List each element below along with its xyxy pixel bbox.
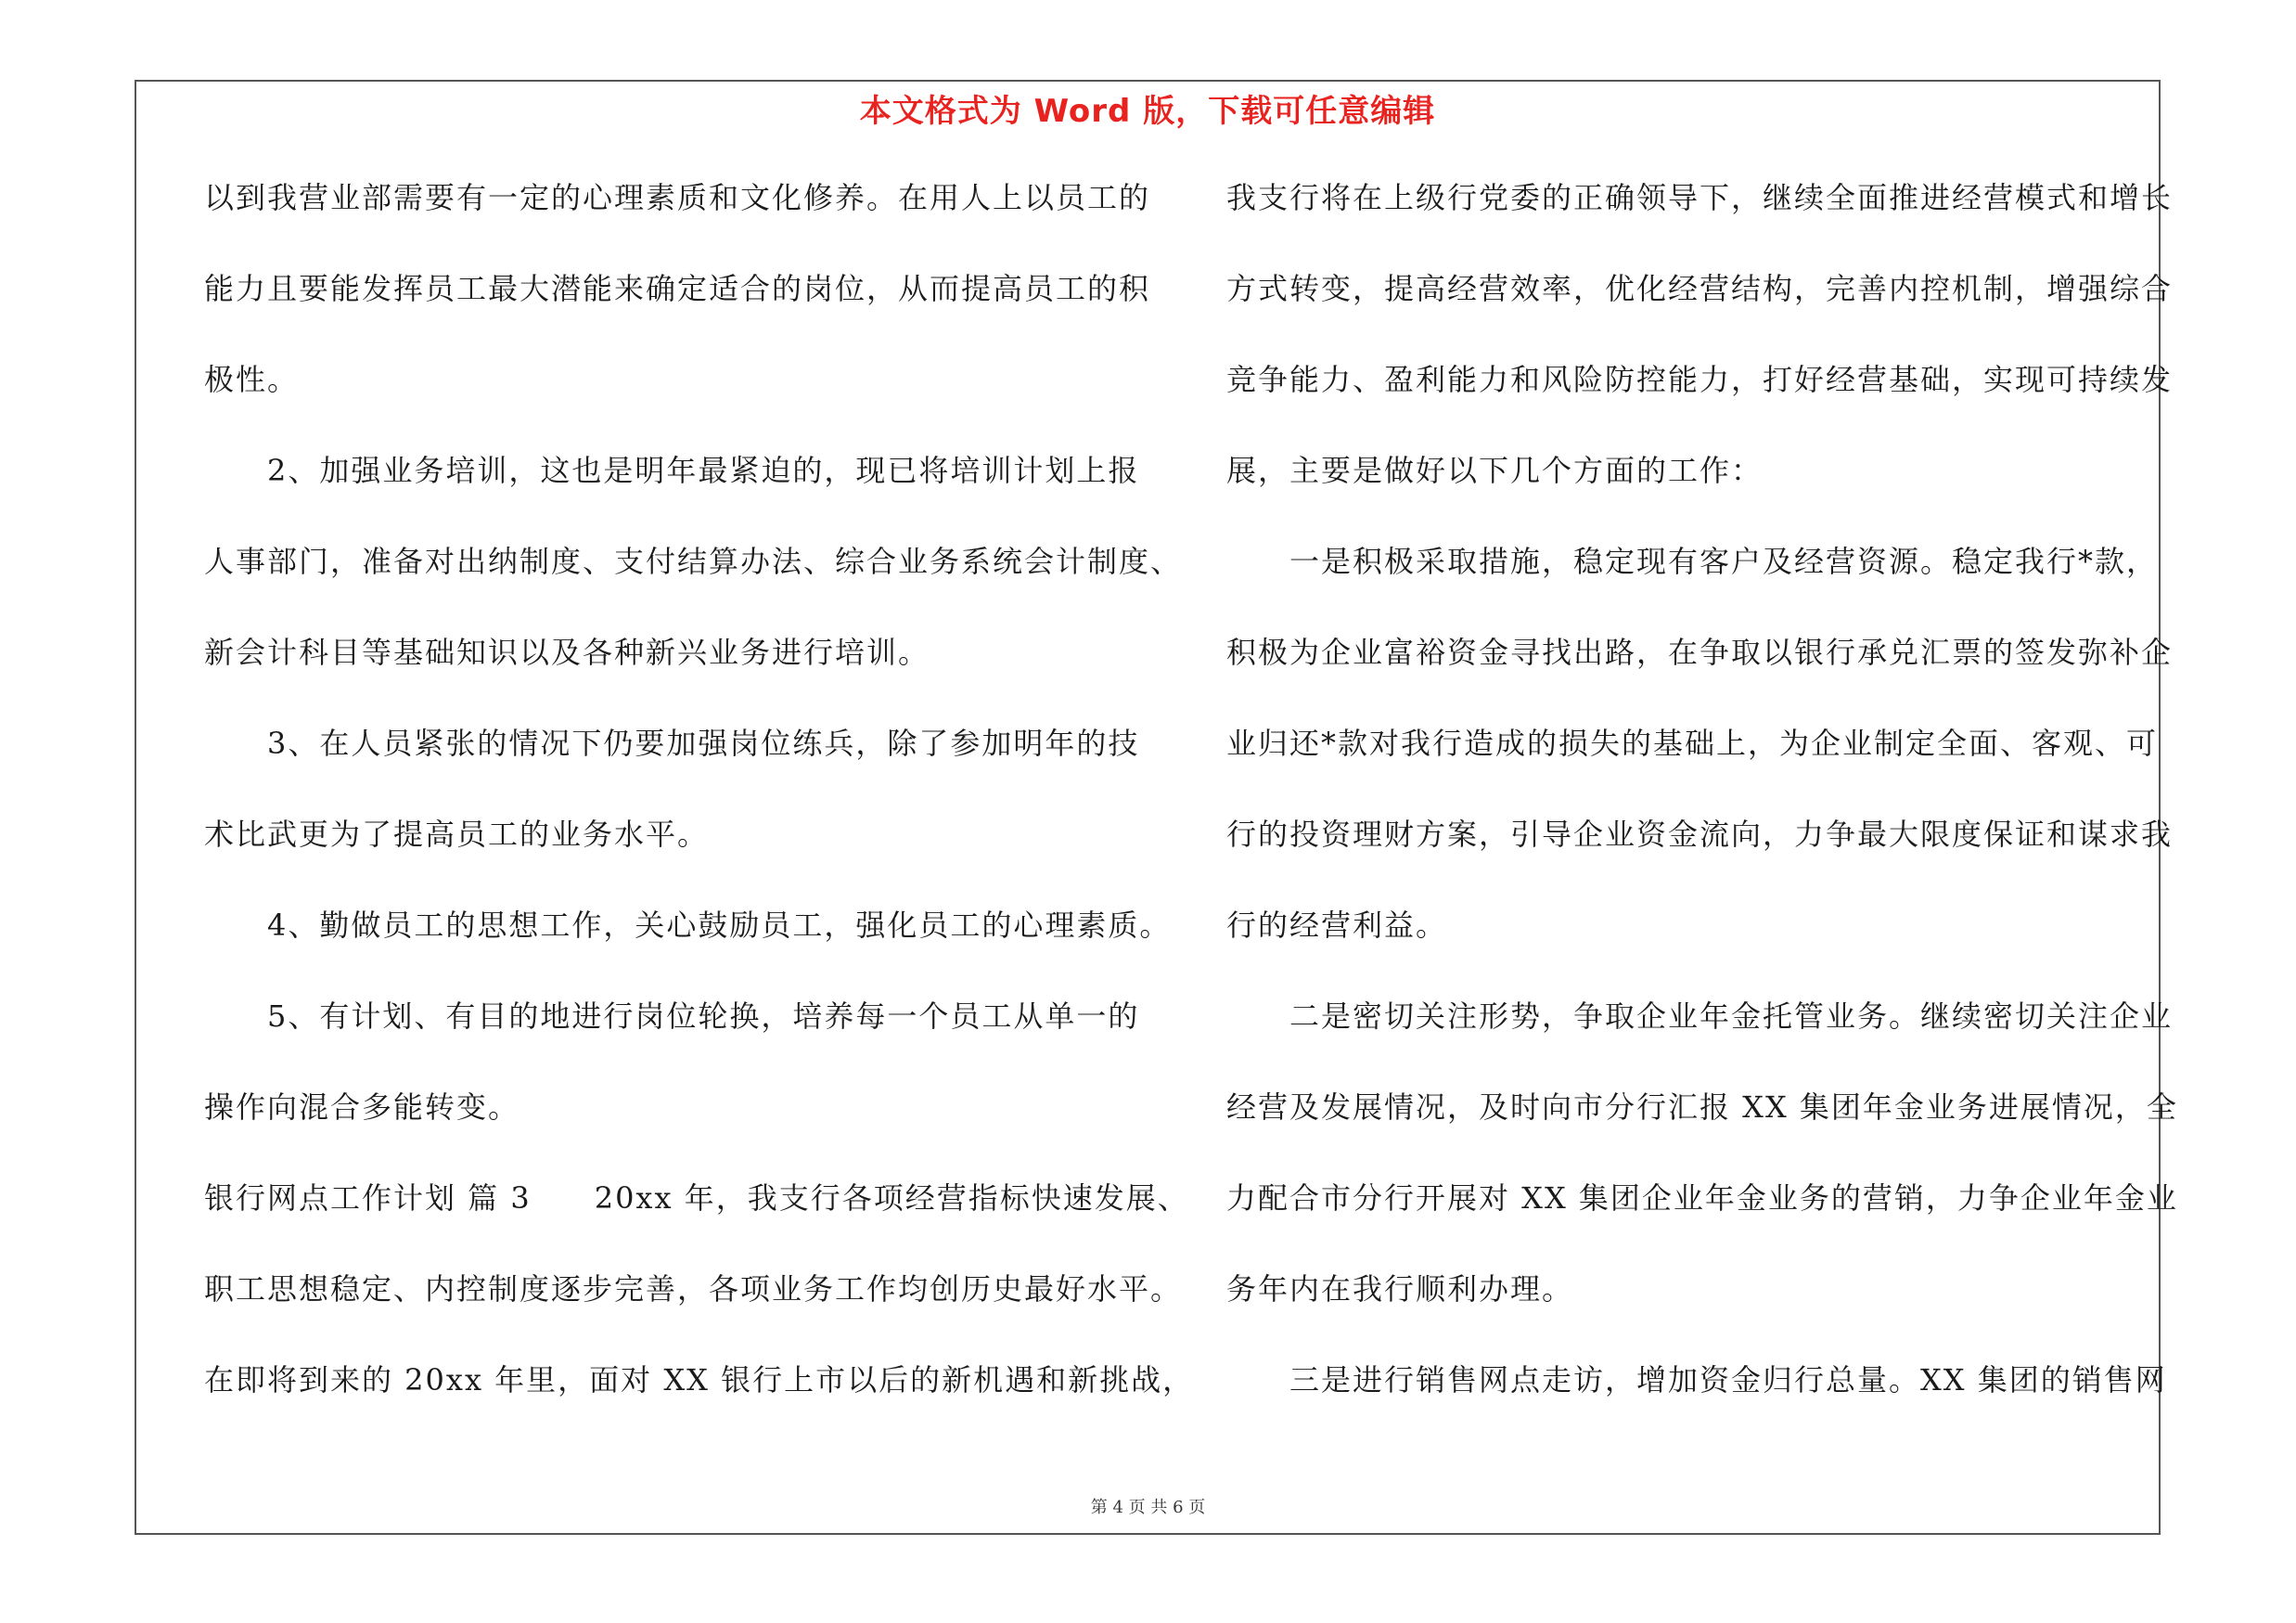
left-line-12: 银行网点工作计划 篇 3 20xx 年，我支行各项经营指标快速发展、 <box>204 1180 1189 1216</box>
left-line-5: 人事部门，准备对出纳制度、支付结算办法、综合业务系统会计制度、 <box>204 544 1183 579</box>
right-column <box>1226 179 2178 1452</box>
right-line-11: 经营及发展情况，及时向市分行汇报 XX 集团年金业务进展情况，全 <box>1226 1089 2178 1125</box>
word-format-banner: 本文格式为 Word 版，下载可任意编辑 <box>859 93 1436 130</box>
left-line-4: 2、加强业务培训，这也是明年最紧迫的，现已将培训计划上报 <box>204 453 1140 488</box>
left-line-8: 术比武更为了提高员工的业务水平。 <box>204 817 710 852</box>
right-line-5: 一是积极采取措施，稳定现有客户及经营资源。稳定我行*款， <box>1226 544 2159 579</box>
left-line-14: 在即将到来的 20xx 年里，面对 XX 银行上市以后的新机遇和新挑战， <box>204 1362 1195 1398</box>
right-line-3: 竞争能力、盈利能力和风险防控能力，打好经营基础，实现可持续发 <box>1226 362 2174 397</box>
right-line-4: 展，主要是做好以下几个方面的工作： <box>1226 453 1764 488</box>
right-line-10: 二是密切关注形势，争取企业年金托管业务。继续密切关注企业 <box>1226 998 2174 1034</box>
left-line-3: 极性。 <box>204 362 300 397</box>
left-line-11: 操作向混合多能转变。 <box>204 1089 520 1125</box>
right-line-8: 行的投资理财方案，引导企业资金流向，力争最大限度保证和谋求我 <box>1226 817 2174 852</box>
page-number: 第 4 页 共 6 页 <box>1090 1498 1206 1517</box>
right-line-14: 三是进行销售网点走访，增加资金归行总量。XX 集团的销售网 <box>1226 1362 2167 1398</box>
left-line-10: 5、有计划、有目的地进行岗位轮换，培养每一个员工从单一的 <box>204 998 1140 1034</box>
left-line-9: 4、勤做员工的思想工作，关心鼓励员工，强化员工的心理素质。 <box>204 908 1172 943</box>
right-line-1: 我支行将在上级行党委的正确领导下，继续全面推进经营模式和增长 <box>1226 180 2174 215</box>
left-line-1: 以到我营业部需要有一定的心理素质和文化修养。在用人上以员工的 <box>204 180 1151 215</box>
left-column <box>204 179 1195 1452</box>
right-line-12: 力配合市分行开展对 XX 集团企业年金业务的营销，力争企业年金业 <box>1226 1180 2178 1216</box>
right-line-6: 积极为企业富裕资金寻找出路，在争取以银行承兑汇票的签发弥补企 <box>1226 635 2174 670</box>
right-line-13: 务年内在我行顺利办理。 <box>1226 1271 1574 1307</box>
left-line-7: 3、在人员紧张的情况下仍要加强岗位练兵，除了参加明年的技 <box>204 726 1140 761</box>
left-line-6: 新会计科目等基础知识以及各种新兴业务进行培训。 <box>204 635 930 670</box>
left-line-13: 职工思想稳定、内控制度逐步完善，各项业务工作均创历史最好水平。 <box>204 1271 1183 1307</box>
right-line-7: 业归还*款对我行造成的损失的基础上，为企业制定全面、客观、可 <box>1226 726 2159 761</box>
right-line-9: 行的经营利益。 <box>1226 908 1448 943</box>
right-line-2: 方式转变，提高经营效率，优化经营结构，完善内控机制，增强综合 <box>1226 271 2174 306</box>
left-line-2: 能力且要能发挥员工最大潜能来确定适合的岗位，从而提高员工的积 <box>204 271 1151 306</box>
